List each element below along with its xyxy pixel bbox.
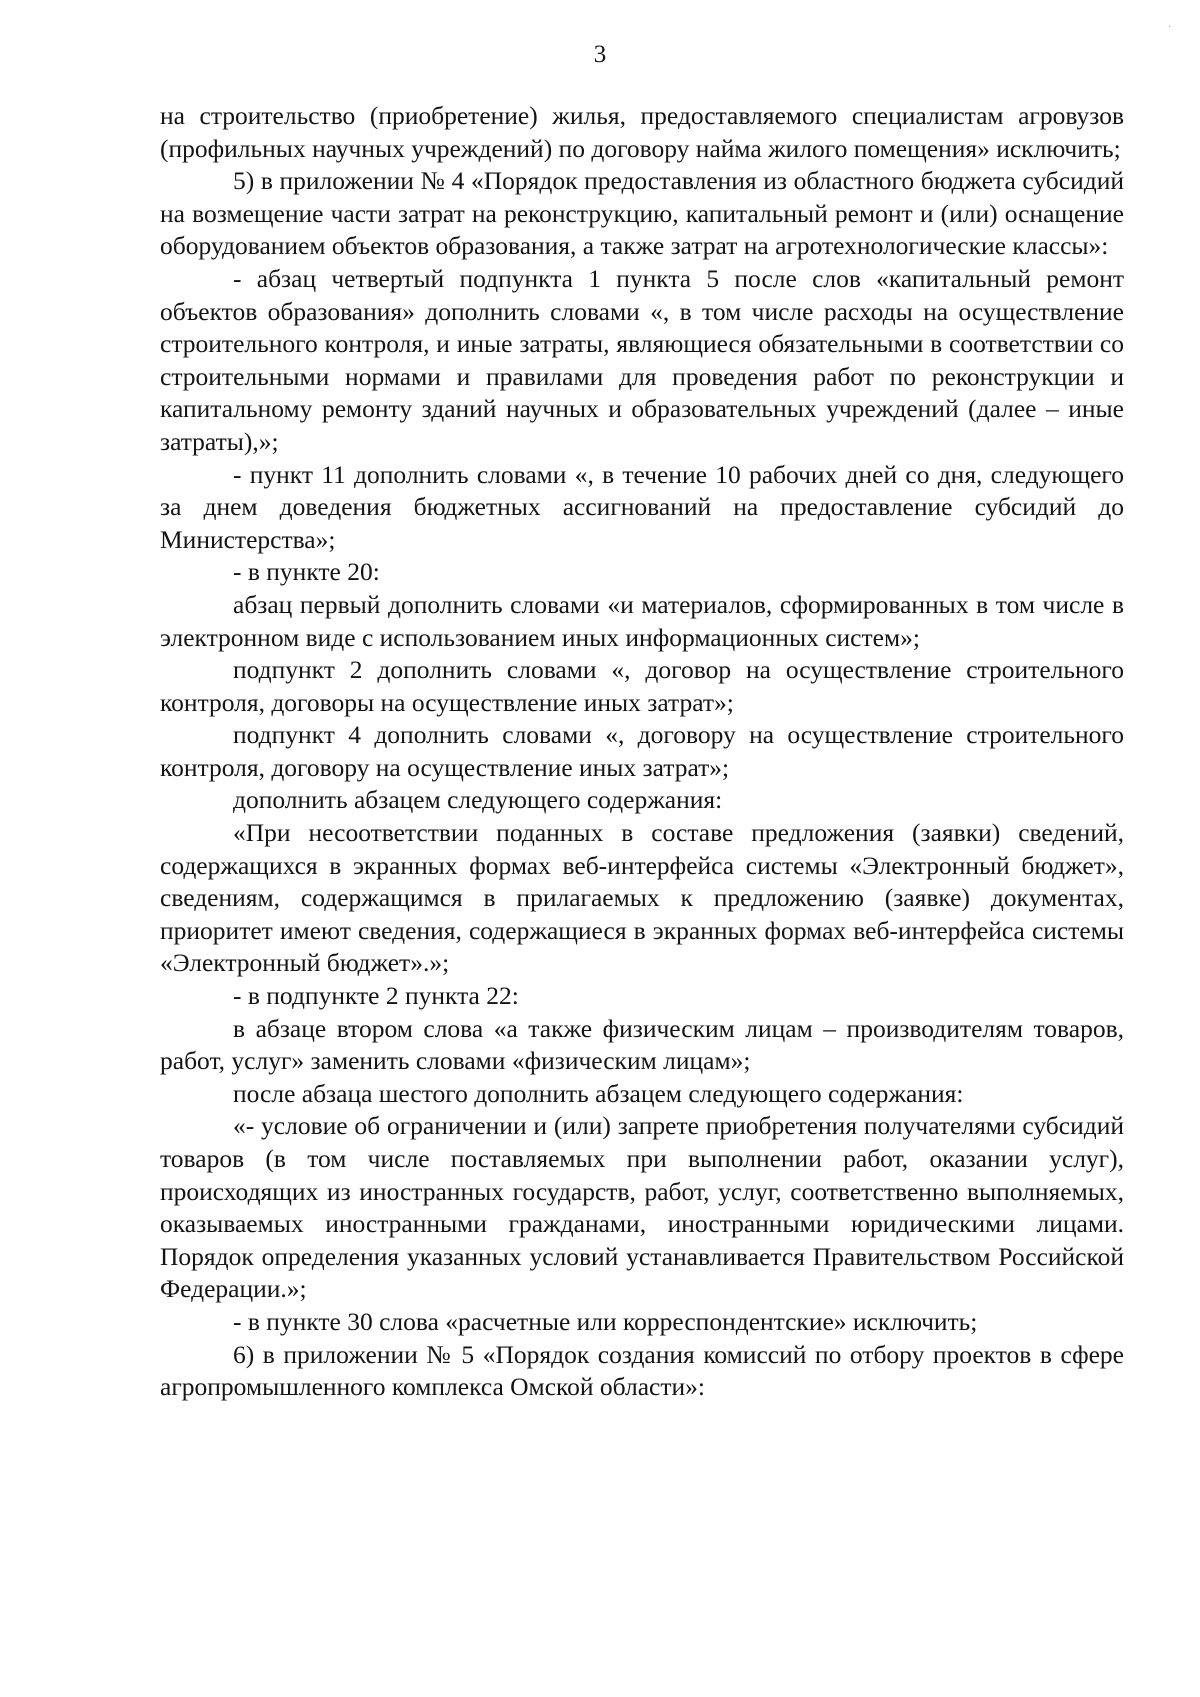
paragraph-p20-sub2: подпункт 2 дополнить словами «, договор на осуществление строительного контроля, договоры на осуществление иных затрат»; [160,655,1124,717]
paragraph-item-6: 6) в приложении № 5 «Порядок создания комиссий по отбору проектов в сфере агропромышленного комплекса Омской области»: [160,1339,1124,1402]
paragraph-p22-second: в абзаце втором слова «а также физическим лицам – производителям товаров, работ, услуг» заменить словами «физическим лицам»; [160,1013,1124,1076]
document-body [160,100,1124,1404]
paragraph-p22-add: после абзаца шестого дополнить абзацем следующего содержания: [233,1078,964,1108]
page-number: 3 [593,41,607,68]
scan-artifact-mark: · [1168,22,1172,33]
paragraph-p20-quote: «При несоответствии поданных в составе предложения (заявки) сведений, содержащихся в экранных формах веб-интерфейса системы «Электронный бюджет», сведениям, содержащимся в прилагаемых к предложению (заявке) документах, приоритет имеют сведения, содержащиеся в экранных формах веб-интерфейса системы «Электронный бюджет».»; [160,818,1124,978]
paragraph-amendment-p20: - в пункте 20: [233,557,380,587]
paragraph-amendment-p22: - в подпункте 2 пункта 22: [233,981,519,1011]
paragraph-p20-first: абзац первый дополнить словами «и материалов, сформированных в том числе в электронном виде с использованием иных информационных систем»; [160,589,1124,652]
paragraph-p22-quote: «- условие об ограничении и (или) запрете приобретения получателями субсидий товаров (в том числе поставляемых при выполнении работ, оказании услуг), происходящих из иностранных государств, работ, услуг, соответственно выполняемых, оказываемых иностранными гражданами, иностранными юридическими лицами. Порядок определения указанных условий устанавливается Правительством Российской Федерации.»; [160,1111,1124,1304]
paragraph-continuation: на строительство (приобретение) жилья, предоставляемого специалистам агровузов (профильных научных учреждений) по договору найма жилого помещения» исключить; [160,101,1124,163]
paragraph-amendment-p11: - пункт 11 дополнить словами «, в течение 10 рабочих дней со дня, следующего за днем доведения бюджетных ассигнований на предоставление субсидий до Министерства»; [160,459,1124,554]
paragraph-p20-sub4: подпункт 4 дополнить словами «, договору на осуществление строительного контроля, договору на осуществление иных затрат»; [160,720,1124,782]
paragraph-p20-add: дополнить абзацем следующего содержания: [233,785,723,815]
paragraph-item-5: 5) в приложении № 4 «Порядок предоставления из областного бюджета субсидий на возмещение части затрат на реконструкцию, капитальный ремонт и (или) оснащение оборудованием объектов образования, а также затрат на агротехнологические классы»: [160,166,1124,261]
paragraph-amendment-p30: - в пункте 30 слова «расчетные или корреспондентские» исключить; [233,1306,978,1336]
paragraph-amendment-p5: - абзац четвертый подпункта 1 пункта 5 после слов «капитальный ремонт объектов образования» дополнить словами «, в том числе расходы на осуществление строительного контроля, и иные затраты, являющиеся обязательными в соответствии со строительными нормами и правилами для проведения работ по реконструкции и капитальному ремонту зданий научных и образовательных учреждений (далее – иные затраты),»; [160,263,1124,456]
